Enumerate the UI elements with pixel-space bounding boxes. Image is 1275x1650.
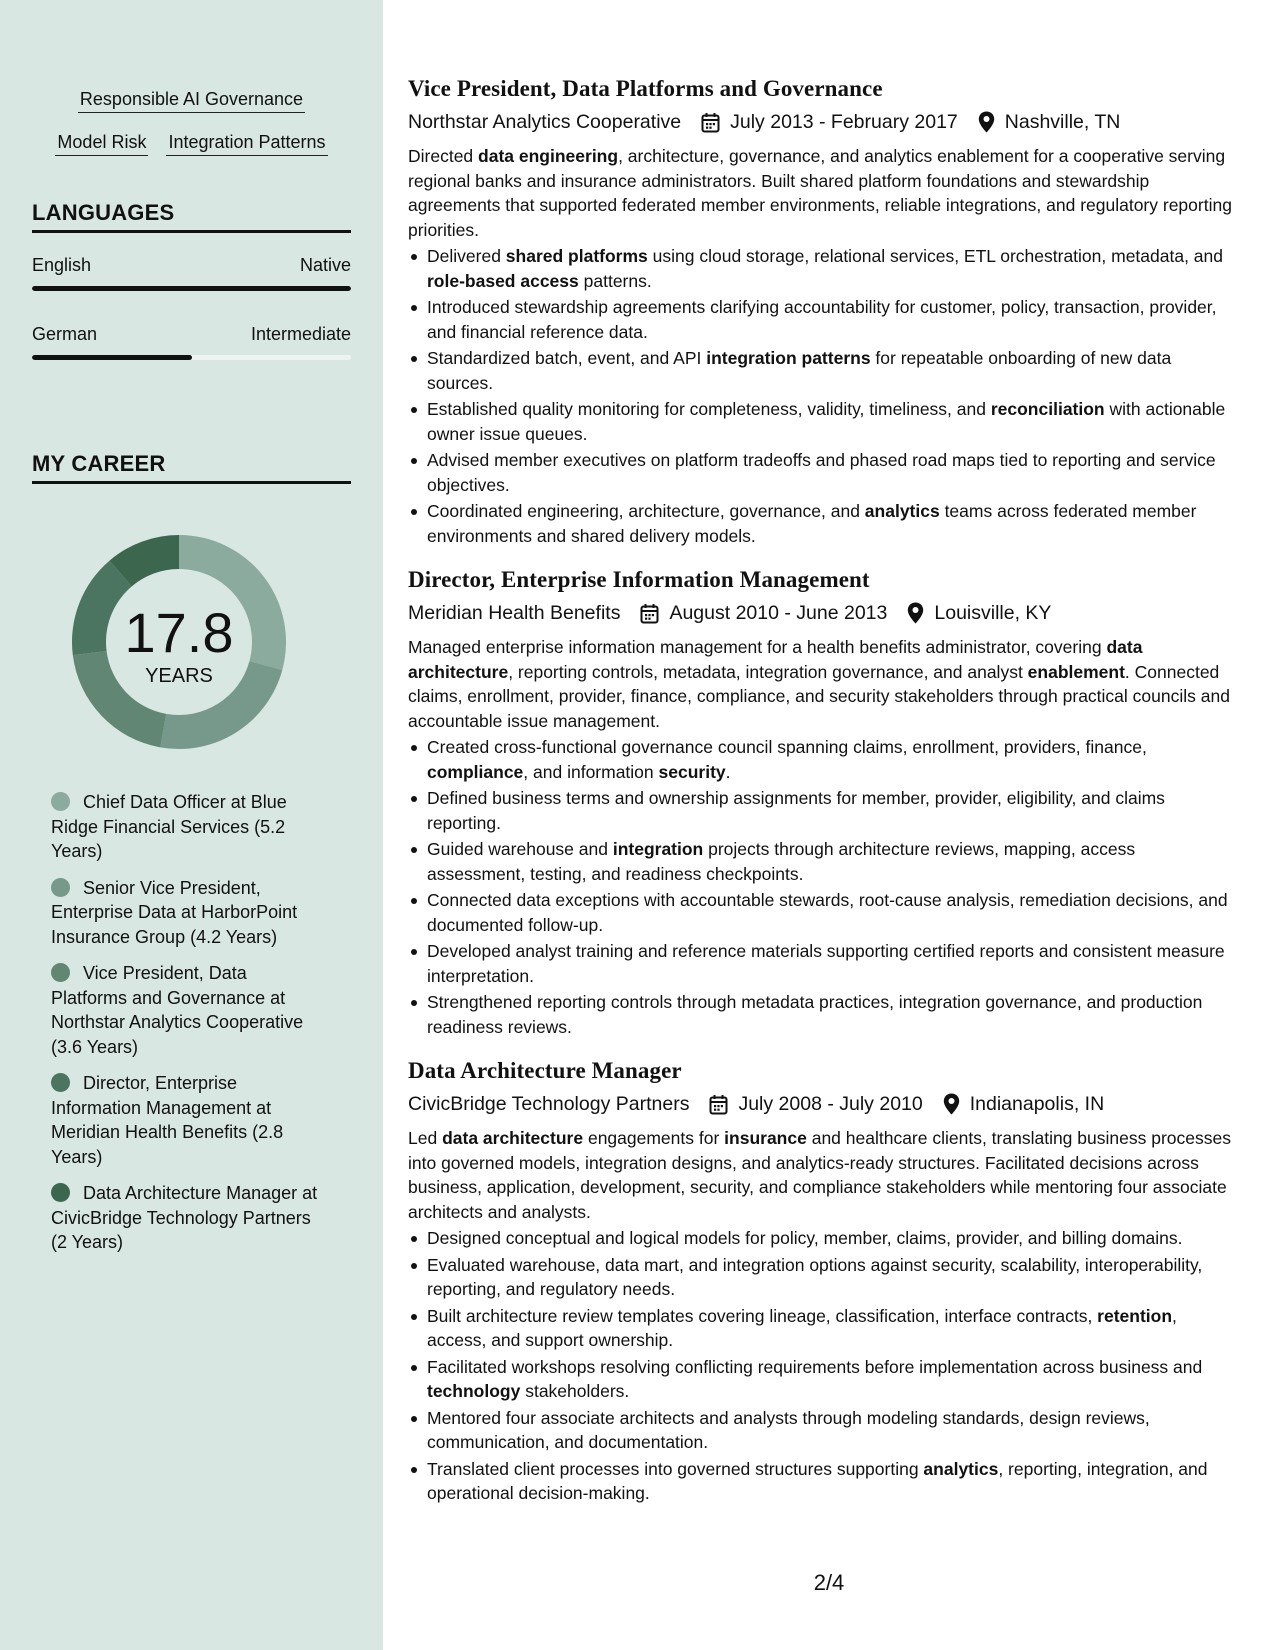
- job-entry: [408, 75, 1235, 548]
- career-legend-item: [51, 1181, 326, 1255]
- job-bullet: Designed conceptual and logical models for policy, member, claims, provider, and billing domains.: [408, 1226, 1235, 1251]
- map-pin-icon: [978, 111, 995, 133]
- job-bullet: Standardized batch, event, and API integration patterns for repeatable onboarding of new data sources.: [408, 346, 1235, 395]
- language-name: English: [32, 255, 92, 275]
- job-location: [978, 109, 1121, 135]
- location-label: Nashville, TN: [1004, 111, 1121, 133]
- job-bullet: Defined business terms and ownership assignments for member, provider, eligibility, and claims reporting.: [408, 786, 1235, 835]
- company-label: Northstar Analytics Cooperative: [408, 111, 682, 133]
- career-legend-item: [51, 790, 326, 864]
- job-location: [907, 600, 1051, 626]
- job-dates: [701, 109, 958, 135]
- job-bullet: Mentored four associate architects and analysts through modeling standards, design reviews, communication, and documentation.: [408, 1406, 1235, 1455]
- job-bullet: Advised member executives on platform tradeoffs and phased road maps tied to reporting and service objectives.: [408, 448, 1235, 497]
- company-label: Meridian Health Benefits: [408, 602, 621, 624]
- job-description: Managed enterprise information management for a health benefits administrator, covering data architecture, reporting controls, metadata, integration governance, and analyst enablement. Connected claims, enrollment, provider, finance, compliance, and security stakeholders through practical councils and accountable issue management.: [408, 637, 1230, 731]
- job-bullet: Developed analyst training and reference materials supporting certified reports and consistent measure interpretation.: [408, 939, 1235, 988]
- dates-label: July 2008 - July 2010: [738, 1093, 923, 1115]
- job-bullet: Evaluated warehouse, data mart, and integration options against security, scalability, interoperability, reporting, and regulatory needs.: [408, 1253, 1235, 1302]
- skills-row: [32, 129, 351, 156]
- career-legend-label: Senior Vice President, Enterprise Data at HarborPoint Insurance Group (4.2 Years): [51, 877, 298, 947]
- job-bullet: Built architecture review templates covering lineage, classification, interface contracts, retention, access, and support ownership.: [408, 1304, 1235, 1353]
- languages-title: LANGUAGES: [32, 200, 351, 233]
- career-legend-item: [51, 876, 326, 950]
- job-bullet: Guided warehouse and integration projects through architecture reviews, mapping, access assessment, testing, and readiness checkpoints.: [408, 837, 1235, 886]
- dates-label: August 2010 - June 2013: [669, 602, 888, 624]
- language-name: German: [32, 324, 98, 344]
- job-bullets: [408, 735, 1235, 1039]
- job-bullet: Translated client processes into governed structures supporting analytics, reporting, integration, and operational decision-making.: [408, 1457, 1235, 1506]
- legend-dot-icon: [51, 1183, 70, 1202]
- job-title: Data Architecture Manager: [408, 1058, 682, 1083]
- legend-dot-icon: [51, 878, 70, 897]
- sidebar: [0, 0, 383, 1650]
- company-name: [408, 600, 620, 626]
- career-legend-label: Chief Data Officer at Blue Ridge Financial Services (5.2 Years): [51, 792, 287, 861]
- map-pin-icon: [907, 602, 924, 624]
- skills-section: [32, 86, 351, 172]
- language-proficiency-fill: [32, 286, 351, 291]
- job-entry: [408, 566, 1235, 1039]
- career-legend-item: [51, 961, 326, 1059]
- job-entry: [408, 1057, 1235, 1506]
- map-pin-icon: [943, 1093, 960, 1115]
- calendar-icon: [701, 112, 720, 133]
- career-legend-label: Data Architecture Manager at CivicBridge Technology Partners (2 Years): [51, 1183, 318, 1252]
- language-proficiency-bar: [32, 355, 351, 360]
- skill-tag: Model Risk: [55, 129, 148, 156]
- job-description: Led data architecture engagements for insurance and healthcare clients, translating business processes into governed models, integration designs, and analytics-ready structures. Facilitated decisions across business, application, development, security, and compliance stakeholders while mentoring four associate architects and analysts.: [408, 1128, 1231, 1222]
- career-title: MY CAREER: [32, 451, 351, 484]
- career-legend: [51, 790, 326, 1267]
- language-level: Intermediate: [250, 324, 351, 344]
- page-number: 2/4: [813, 1570, 845, 1595]
- language-item-english: [32, 254, 351, 291]
- location-label: Louisville, KY: [934, 602, 1052, 624]
- job-description: Directed data engineering, architecture, governance, and analytics enablement for a cooperative serving regional banks and insurance administrators. Built shared platform foundations and stewardship agreements that supported federated member environments, reliable integrations, and regulatory reporting priorities.: [408, 146, 1232, 240]
- career-years-unit: YEARS: [145, 665, 213, 687]
- job-location: [943, 1091, 1104, 1117]
- job-meta: [408, 600, 1235, 626]
- company-name: [408, 109, 681, 135]
- career-legend-item: [51, 1071, 326, 1169]
- career-legend-label: Vice President, Data Platforms and Governance at Northstar Analytics Cooperative (3.6 Years): [51, 963, 304, 1057]
- location-label: Indianapolis, IN: [969, 1093, 1105, 1115]
- legend-dot-icon: [51, 1073, 70, 1092]
- calendar-icon: [709, 1094, 728, 1115]
- company-name: [408, 1091, 689, 1117]
- job-title: Director, Enterprise Information Management: [408, 567, 870, 592]
- job-bullet: Connected data exceptions with accountable stewards, root-cause analysis, remediation decisions, and documented follow-up.: [408, 888, 1235, 937]
- calendar-icon: [640, 603, 659, 624]
- language-proficiency-bar: [32, 286, 351, 291]
- job-bullet: Established quality monitoring for completeness, validity, timeliness, and reconciliation with actionable owner issue queues.: [408, 397, 1235, 446]
- job-bullet: Created cross-functional governance council spanning claims, enrollment, providers, finance, compliance, and information security.: [408, 735, 1235, 784]
- job-meta: [408, 109, 1235, 135]
- dates-label: July 2013 - February 2017: [730, 111, 958, 133]
- job-bullet: Introduced stewardship agreements clarifying accountability for customer, policy, transaction, provider, and financial reference data.: [408, 295, 1235, 344]
- job-bullets: [408, 1226, 1235, 1506]
- career-donut-chart: [66, 529, 292, 755]
- job-meta: [408, 1091, 1235, 1117]
- job-bullet: Strengthened reporting controls through metadata practices, integration governance, and production readiness reviews.: [408, 990, 1235, 1039]
- job-bullet: Coordinated engineering, architecture, governance, and analytics teams across federated member environments and shared delivery models.: [408, 499, 1235, 548]
- language-level: Native: [299, 255, 351, 275]
- skill-tag: Responsible AI Governance: [78, 86, 305, 113]
- job-bullet: Delivered shared platforms using cloud storage, relational services, ETL orchestration, metadata, and role-based access patterns.: [408, 244, 1235, 293]
- job-bullets: [408, 244, 1235, 548]
- career-legend-label: Director, Enterprise Information Management at Meridian Health Benefits (2.8 Years): [51, 1073, 284, 1167]
- skills-row: [32, 86, 351, 113]
- skill-tag: Integration Patterns: [166, 129, 327, 156]
- job-dates: [640, 600, 887, 626]
- job-title: Vice President, Data Platforms and Governance: [408, 76, 883, 101]
- legend-dot-icon: [51, 963, 70, 982]
- career-total-years: 17.8: [124, 601, 234, 664]
- legend-dot-icon: [51, 792, 70, 811]
- company-label: CivicBridge Technology Partners: [408, 1093, 690, 1115]
- main-content: [383, 0, 1275, 1650]
- language-proficiency-fill: [32, 355, 192, 360]
- job-bullet: Facilitated workshops resolving conflicting requirements before implementation across business and technology stakeholders.: [408, 1355, 1235, 1404]
- language-item-german: [32, 323, 351, 360]
- job-dates: [709, 1091, 922, 1117]
